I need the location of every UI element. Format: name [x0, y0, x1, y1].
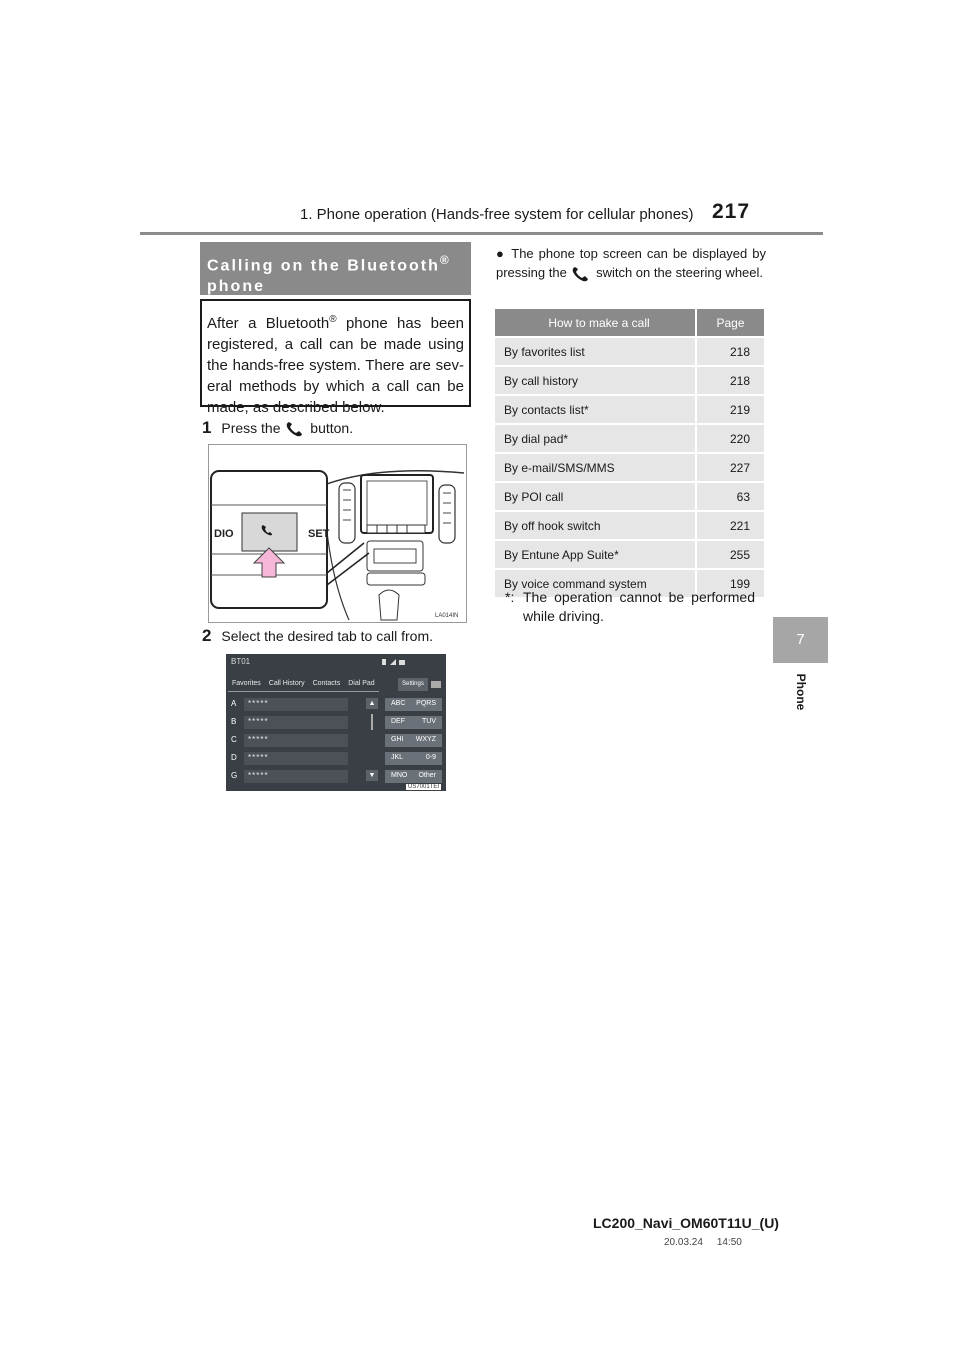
contact-letter: C	[231, 735, 237, 744]
figure-1-drawing	[209, 445, 466, 622]
contact-name: *****	[248, 717, 269, 726]
contact-letter: A	[231, 699, 237, 708]
intro-text-1: After a Bluetooth	[207, 315, 330, 332]
settings-button[interactable]: Settings	[398, 678, 428, 691]
table-cell-method: By Entune App Suite*	[495, 540, 696, 569]
footer-document-id: LC200_Navi_OM60T11U_(U)	[593, 1215, 779, 1231]
table-cell-page: 218	[696, 366, 764, 395]
table-cell-page: 255	[696, 540, 764, 569]
registered-mark: ®	[439, 253, 449, 267]
scroll-down-arrow-icon[interactable]: ▼	[366, 770, 378, 781]
key-button[interactable]	[385, 716, 442, 729]
key-label: JKL	[391, 754, 404, 761]
table-cell-method: By dial pad*	[495, 424, 696, 453]
bullet-note	[496, 244, 766, 283]
table-header-row	[495, 309, 764, 337]
key-label: TUV	[422, 718, 436, 725]
minimize-icon[interactable]	[431, 681, 441, 688]
table-row	[495, 540, 764, 569]
table-cell-method: By contacts list*	[495, 395, 696, 424]
page-number: 217	[712, 200, 751, 223]
status-icons	[382, 658, 406, 666]
running-header-title: 1. Phone operation (Hands-free system for cellular phones)	[300, 206, 694, 223]
intro-text-2: phone has been registered, a call can be made using the hands-free system. There are sev-eral methods by which a call can be made, as described below.	[207, 315, 464, 416]
step-1-number: 1	[202, 418, 212, 437]
key-button[interactable]	[385, 698, 442, 711]
call-methods-table	[495, 309, 764, 597]
table-cell-page: 63	[696, 482, 764, 511]
table-cell-method: By POI call	[495, 482, 696, 511]
key-label: GHI	[391, 736, 404, 743]
figure-steering-phone-button	[208, 444, 467, 623]
key-label: 0-9	[425, 754, 436, 761]
figure-1-label-right: SET	[308, 528, 330, 540]
table-cell-method: By e-mail/SMS/MMS	[495, 453, 696, 482]
chapter-tab-label	[773, 668, 828, 716]
table-cell-page: 227	[696, 453, 764, 482]
scrollbar[interactable]	[371, 714, 373, 730]
table-header-page: Page	[696, 309, 764, 337]
table-row	[495, 424, 764, 453]
chapter-tab-label-text: Phone	[793, 673, 808, 711]
table-row	[495, 511, 764, 540]
key-label: Other	[418, 772, 436, 779]
tab-dial-pad[interactable]: Dial Pad	[344, 678, 378, 692]
table-header-method: How to make a call	[495, 309, 696, 337]
contact-name: *****	[248, 735, 269, 744]
intro-box	[200, 299, 471, 416]
table-cell-method: By favorites list	[495, 337, 696, 366]
chapter-tab-number: 7	[773, 617, 828, 663]
contact-row[interactable]	[228, 770, 348, 784]
table-cell-method: By call history	[495, 366, 696, 395]
table-row	[495, 482, 764, 511]
key-label: ABC	[391, 700, 406, 707]
table-cell-page: 219	[696, 395, 764, 424]
contact-row[interactable]	[228, 716, 348, 730]
tab-favorites[interactable]: Favorites	[228, 678, 265, 692]
contact-letter: B	[231, 717, 237, 726]
contact-row[interactable]	[228, 698, 348, 712]
step-1	[202, 418, 353, 438]
step-2-number: 2	[202, 626, 212, 645]
contact-row[interactable]	[228, 734, 348, 748]
table-cell-page: 220	[696, 424, 764, 453]
section-heading-text: Calling on the Bluetooth	[207, 257, 440, 275]
screen-title: BT01	[231, 657, 251, 666]
bullet-text-post: switch on the steering wheel.	[596, 265, 764, 280]
contact-name: *****	[248, 771, 269, 780]
footer-timestamp: 20.03.24 14:50	[664, 1237, 742, 1248]
key-button[interactable]	[385, 734, 442, 747]
step-1-text-pre: Press the	[221, 420, 281, 436]
key-label: MNO	[391, 772, 408, 779]
table-cell-page: 199	[696, 569, 764, 597]
table-footnote	[505, 588, 757, 626]
intro-registered-mark: ®	[329, 314, 337, 325]
screen-tabbar	[228, 678, 379, 692]
table-cell-page: 221	[696, 511, 764, 540]
figure-1-label-left: DIO	[214, 528, 234, 540]
tab-contacts[interactable]: Contacts	[309, 678, 345, 692]
section-heading	[200, 242, 471, 295]
table-cell-method: By voice command system	[495, 569, 696, 597]
contact-letter: G	[231, 771, 238, 780]
footnote-text: The operation cannot be performed while driving.	[523, 589, 755, 624]
footnote-mark: *:	[505, 589, 515, 605]
table-row	[495, 453, 764, 482]
key-label: PQRS	[416, 700, 436, 707]
figure-2-caption: US7001TEI	[408, 784, 440, 790]
phone-icon	[284, 420, 306, 438]
figure-phone-screen	[226, 654, 446, 791]
bullet-icon: ●	[496, 246, 506, 261]
table-row	[495, 366, 764, 395]
key-label: DEF	[391, 718, 405, 725]
contact-name: *****	[248, 699, 269, 708]
step-2	[202, 626, 433, 646]
contact-letter: D	[231, 753, 237, 762]
tab-call-history[interactable]: Call History	[265, 678, 309, 692]
key-button[interactable]	[385, 752, 442, 765]
contact-name: *****	[248, 753, 269, 762]
bullet-text-pre: The phone top screen can be displayed by pressing the	[496, 246, 766, 280]
table-cell-page: 218	[696, 337, 764, 366]
key-button[interactable]	[385, 770, 442, 783]
table-cell-method: By off hook switch	[495, 511, 696, 540]
step-2-text: Select the desired tab to call from.	[221, 628, 434, 644]
figure-1-caption: LA014IN	[435, 613, 459, 619]
key-label: WXYZ	[415, 736, 436, 743]
phone-switch-icon	[570, 265, 592, 283]
header-rule	[140, 232, 823, 235]
step-1-text-post: button.	[310, 420, 354, 436]
section-heading-text-2: phone	[207, 278, 265, 296]
contact-row[interactable]	[228, 752, 348, 766]
scroll-up-arrow-icon[interactable]: ▲	[366, 698, 378, 709]
table-row	[495, 337, 764, 366]
table-row	[495, 395, 764, 424]
